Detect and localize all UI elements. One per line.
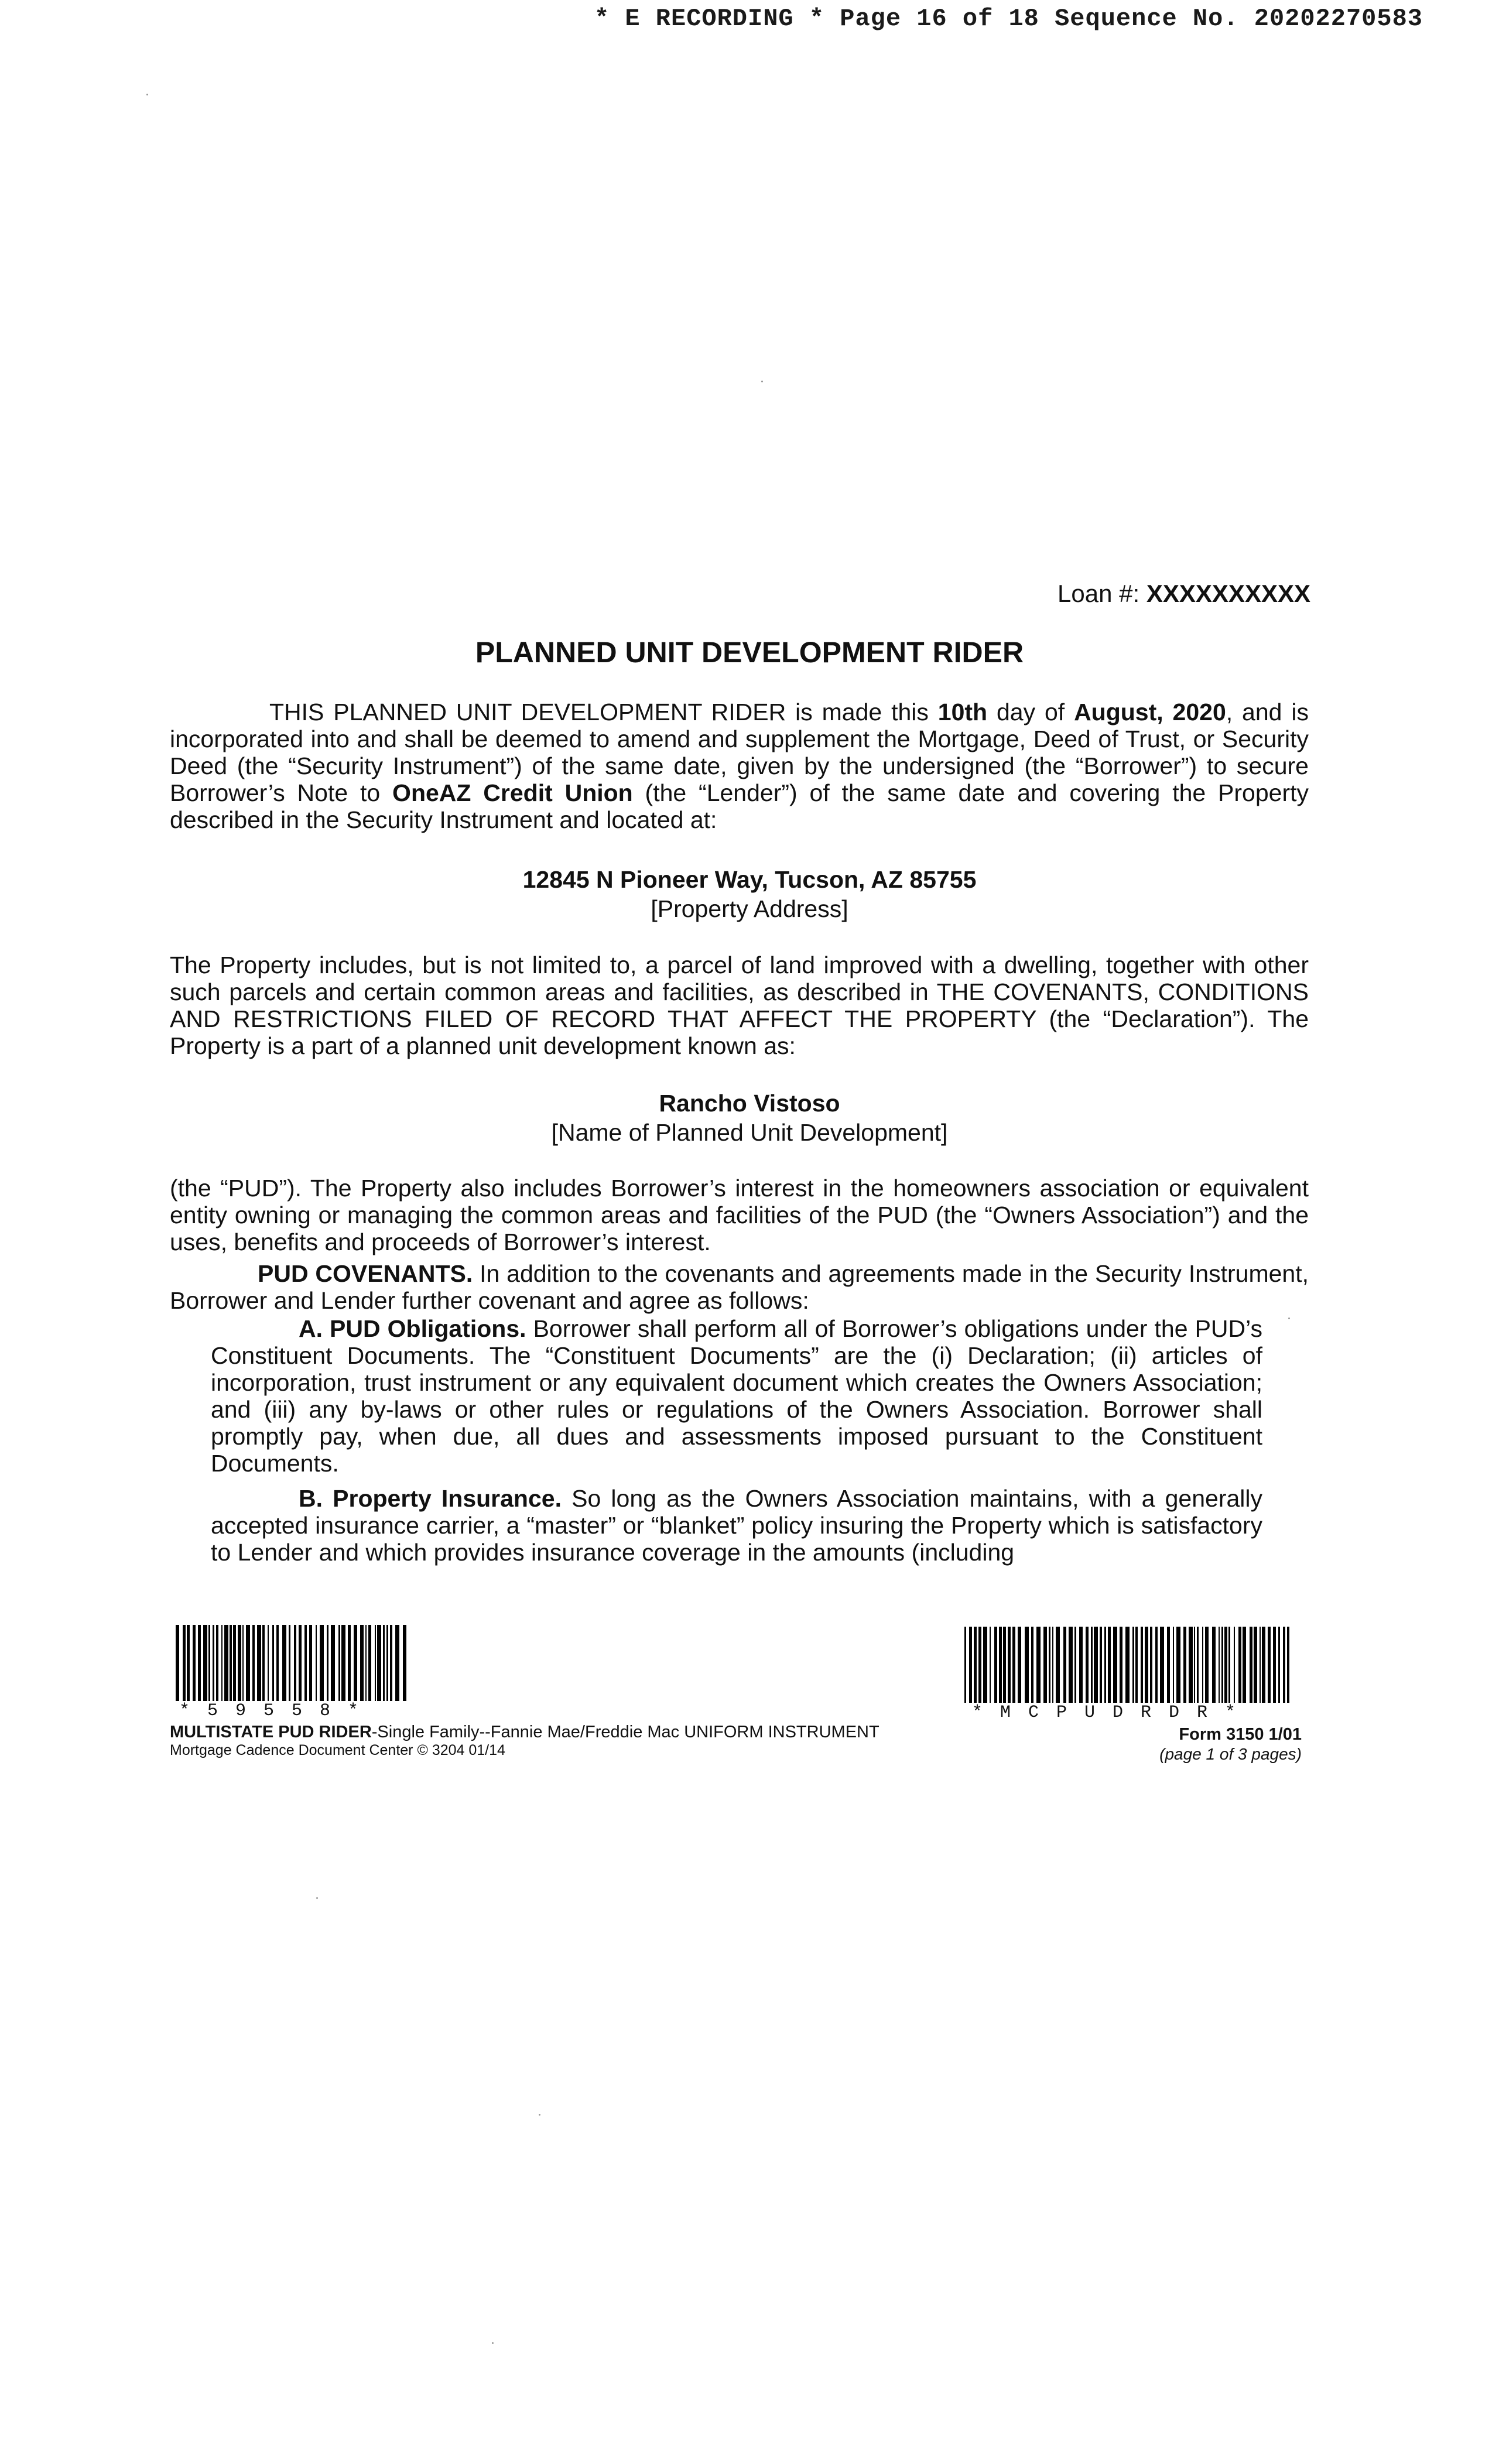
pud-paragraph: (the “PUD”). The Property also includes Borrower’s interest in the homeowners association or equivalent entity owning or managing the common areas and facilities of the PUD (the “Owners Association”) and the uses, benefits and proceeds of Borrower’s interest. [170,1175,1309,1255]
barcode-bar [252,1625,255,1701]
section-b-text: So long as the Owners Association maintains, with a generally accepted insurance carrier, a “master” or “blanket” policy insuring the Property which is satisfactory to Lender and which provides insurance coverage in the amounts (including [211,1485,1263,1566]
barcode-bar [187,1625,190,1701]
form-title [170,1723,879,1742]
barcode-bar [1238,1627,1241,1703]
barcode-bar [272,1625,274,1701]
barcode-bar [1012,1627,1015,1703]
barcode-bar [1219,1627,1220,1703]
intro-paragraph [170,699,1309,833]
barcode-bar [1145,1627,1148,1703]
barcode-bar [1104,1627,1106,1703]
barcode-bar [999,1627,1002,1703]
barcode-bar [213,1625,214,1701]
barcode-bar [390,1625,392,1701]
barcode-bar [242,1625,244,1701]
barcode-bar [969,1627,972,1703]
barcode-bar [1287,1627,1289,1703]
rider-day: 10th [937,699,988,725]
barcode-bar [365,1625,367,1701]
barcode-bar [299,1625,302,1701]
barcode-bar [257,1625,261,1701]
barcode-bar [320,1625,324,1701]
section-a-text: Borrower shall perform all of Borrower’s obligations under the PUD’s Constituent Documents. The “Constituent Documents” are the (i) Declaration; (ii) articles of incorporation, trust instrument or any equivalent document which creates the Owners Association; and (iii) any by-laws or other rules or regulations of the Owners Association. Borrower shall promptly pay, when due, all dues and assessments imposed pursuant to the Constituent Documents. [211,1315,1262,1477]
barcode-bar [395,1625,399,1701]
section-b-property-insurance [211,1485,1262,1566]
barcode-bar [1025,1627,1029,1703]
barcode-bar [1086,1627,1089,1703]
covenants-text: In addition to the covenants and agreements made in the Security Instrument, Borrower and Lender further covenant and agree as follows: [170,1260,1309,1314]
section-a-heading: A. PUD Obligations. [299,1315,526,1342]
barcode-bar [1167,1627,1170,1703]
barcode-bar [331,1625,335,1701]
barcode-bar [1224,1627,1227,1703]
barcode-bar [1074,1627,1076,1703]
barcode-bar [276,1625,279,1701]
barcode-bar [1056,1627,1060,1703]
property-paragraph: The Property includes, but is not limited to, a parcel of land improved with a dwelling, together with other such parcels and certain common areas and facilities, as described in THE COVENANTS, CONDITIONS AND RESTRICTIONS FILED OF RECORD THAT AFFECT THE PROPERTY (the “Declaration”). The Property is a part of a planned unit development known as: [170,952,1309,1059]
barcode-bar [377,1625,381,1701]
barcode-bar [348,1625,351,1701]
barcode-bar [978,1627,981,1703]
property-address: 12845 N Pioneer Way, Tucson, AZ 85755 [522,866,977,893]
barcode-bar [1003,1627,1006,1703]
document-center-line: Mortgage Cadence Document Center © 3204 01/14 [170,1742,505,1758]
barcode-bar [198,1625,201,1701]
scan-speck [146,94,148,95]
barcode-bar [1250,1627,1252,1703]
intro-text: THIS PLANNED UNIT DEVELOPMENT RIDER is made this [269,699,938,725]
page-count: (page 1 of 3 pages) [1159,1745,1302,1763]
section-b-heading: B. Property Insurance. [299,1485,562,1512]
scan-speck [761,381,763,382]
pud-name-caption: [Name of Planned Unit Development] [551,1119,948,1146]
barcode-bar [203,1625,207,1701]
lender-name: OneAZ Credit Union [392,779,633,806]
scan-speck [492,2342,494,2344]
barcode-bar [1049,1627,1050,1703]
barcode-left [176,1625,410,1701]
scan-speck [539,2114,540,2116]
barcode-bar [1260,1627,1261,1703]
barcode-left-text: *59558* [179,1701,377,1721]
barcode-bar [230,1625,232,1701]
pud-name: Rancho Vistoso [659,1090,840,1117]
barcode-bar [338,1625,340,1701]
barcode-right-text: *MCPUDRDR* [972,1703,1254,1723]
barcode-bar [309,1625,312,1701]
document-title: PLANNED UNIT DEVELOPMENT RIDER [475,636,1024,669]
barcode-bar [224,1625,228,1701]
barcode-bar [1189,1627,1193,1703]
barcode-bar [176,1625,179,1701]
barcode-bar [1254,1627,1257,1703]
barcode-bar [1094,1627,1098,1703]
barcode-bar [294,1625,296,1701]
intro-text: (the “Lender”) of the same date and covering the Property described in the Security Instrument and located at: [170,779,1309,833]
barcode-bar [964,1627,966,1703]
barcode-bar [1160,1627,1164,1703]
barcode-bar [183,1625,186,1701]
barcode-bar [1043,1627,1048,1703]
barcode-bar [383,1625,385,1701]
barcode-bar [1063,1627,1066,1703]
barcode-bar [354,1625,357,1701]
barcode-bar [1125,1627,1130,1703]
barcode-bar [1150,1627,1152,1703]
form-title-rest: -Single Family--Fannie Mae/Freddie Mac UNIFORM INSTRUMENT [371,1723,879,1741]
barcode-bar [1141,1627,1143,1703]
barcode-bar [341,1625,345,1701]
covenants-heading: PUD COVENANTS. [258,1260,473,1287]
barcode-bar [1228,1627,1230,1703]
barcode-bar [1197,1627,1199,1703]
barcode-bar [1278,1627,1280,1703]
intro-text: , and is incorporated into and shall be deemed to amend and supplement the Mortgage, Deed of Trust, or Security Deed (the “Security Instrument”) of the same date, given by the undersigned (the “Borrower”) to secure Borrower’s Note to [170,699,1309,806]
barcode-bar [1018,1627,1021,1703]
barcode-bar [238,1625,241,1701]
barcode-bar [304,1625,307,1701]
barcode-bar [282,1625,286,1701]
barcode-bar [1100,1627,1102,1703]
pud-covenants-paragraph [170,1260,1309,1314]
intro-text: day of [987,699,1074,725]
barcode-bar [262,1625,265,1701]
barcode-bar [1031,1627,1033,1703]
barcode-right [964,1627,1292,1703]
barcode-bar [1176,1627,1180,1703]
barcode-bar [403,1625,406,1701]
barcode-bar [268,1625,269,1701]
barcode-bar [994,1627,997,1703]
barcode-bar [1079,1627,1083,1703]
barcode-bar [1091,1627,1093,1703]
property-address-caption: [Property Address] [651,895,848,922]
loan-number-line [1057,580,1310,608]
barcode-bar [1283,1627,1285,1703]
barcode-bar [386,1625,388,1701]
barcode-bar [216,1625,218,1701]
scan-speck [1288,1317,1290,1319]
barcode-bar [974,1627,977,1703]
barcode-bar [1135,1627,1138,1703]
barcode-bar [375,1625,376,1701]
barcode-bar [1221,1627,1223,1703]
form-number: Form 3150 1/01 [1179,1725,1302,1744]
barcode-bar [1008,1627,1011,1703]
barcode-bar [233,1625,236,1701]
barcode-bar [1243,1627,1246,1703]
recording-header: * E RECORDING * Page 16 of 18 Sequence No. 20202270583 [594,5,1423,33]
barcode-bar [246,1625,250,1701]
barcode-bar [1262,1627,1265,1703]
barcode-bar [1120,1627,1122,1703]
barcode-bar [360,1625,364,1701]
barcode-bar [1113,1627,1117,1703]
form-title-bold: MULTISTATE PUD RIDER [170,1723,372,1741]
barcode-bar [208,1625,210,1701]
barcode-bar [1036,1627,1041,1703]
barcode-bar [983,1627,987,1703]
barcode-bar [368,1625,371,1701]
barcode-bar [1194,1627,1195,1703]
barcode-bar [1052,1627,1053,1703]
barcode-bar [289,1625,290,1701]
section-a-pud-obligations [211,1315,1262,1477]
barcode-bar [221,1625,223,1701]
barcode-bar [1268,1627,1271,1703]
barcode-bar [1212,1627,1216,1703]
loan-number: XXXXXXXXXX [1146,580,1310,607]
barcode-bar [1234,1627,1235,1703]
barcode-bar [193,1625,196,1701]
barcode-bar [1173,1627,1174,1703]
barcode-bar [990,1627,991,1703]
barcode-bar [327,1625,328,1701]
barcode-bar [1155,1627,1158,1703]
barcode-bar [316,1625,317,1701]
barcode-bar [1273,1627,1276,1703]
barcode-bar [1183,1627,1186,1703]
barcode-bar [1205,1627,1209,1703]
barcode-bar [1069,1627,1073,1703]
rider-month-year: August, 2020 [1074,699,1226,725]
barcode-bar [1108,1627,1111,1703]
loan-label: Loan #: [1057,580,1140,607]
barcode-bar [1202,1627,1203,1703]
barcode-bar [1132,1627,1134,1703]
scan-speck [316,1897,318,1899]
